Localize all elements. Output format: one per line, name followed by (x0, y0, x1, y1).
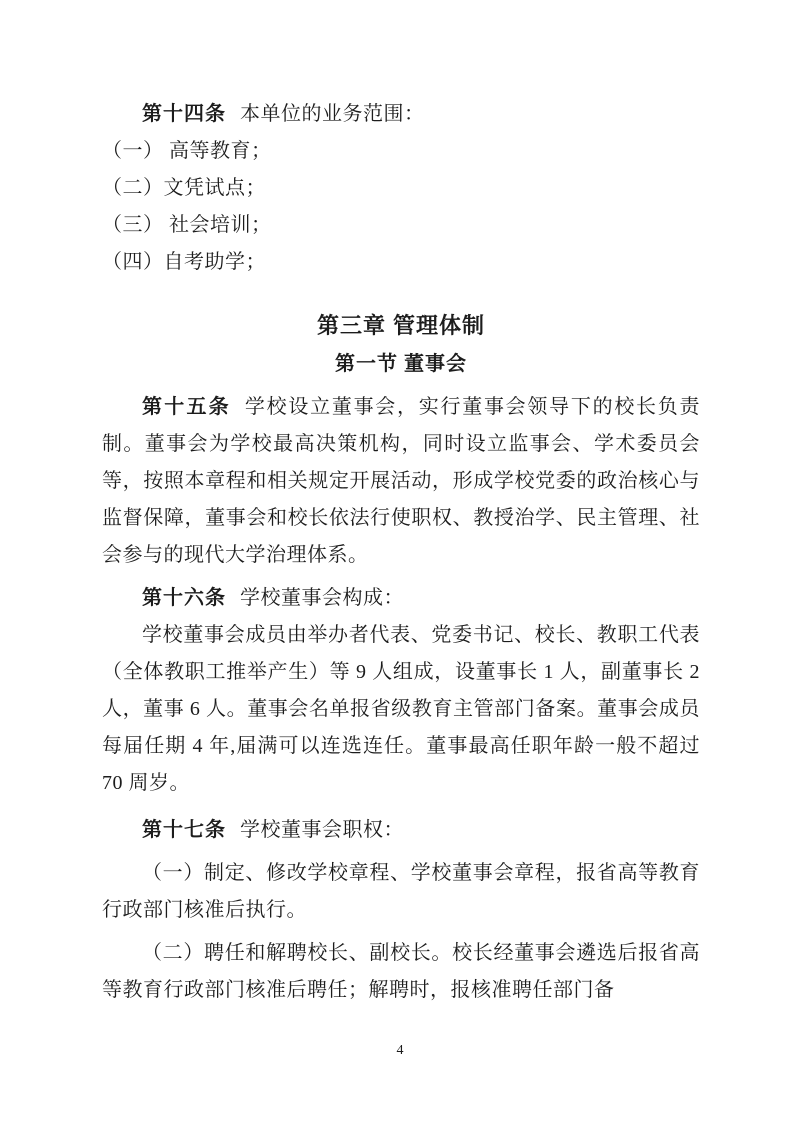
article-14-text: 本单位的业务范围： (240, 103, 425, 125)
article-17-number: 第十七条 (142, 819, 226, 841)
business-scope-item-2: （二）文凭试点； (102, 177, 266, 199)
article-14-paragraph (102, 96, 700, 133)
page-number: 4 (396, 1043, 404, 1058)
article-15-paragraph (102, 389, 700, 574)
business-scope-item-4: （四）自考助学； (102, 251, 266, 273)
article-14-number: 第十四条 (142, 103, 226, 125)
article-17-text: 学校董事会职权： (240, 819, 404, 841)
chapter-heading: 第三章 管理体制 (316, 313, 486, 338)
article-16-paragraph (102, 580, 700, 617)
section-heading: 第一节 董事会 (335, 353, 467, 375)
article-15-number: 第十五条 (142, 396, 231, 418)
article-17-item-2: （二）聘任和解聘校长、副校长。校长经董事会遴选后报省高等教育行政部门核准后聘任；解聘时，报核准聘任部门备 (102, 942, 700, 1001)
article-16-text: 学校董事会构成： (240, 587, 404, 609)
article-17-item-1: （一）制定、修改学校章程、学校董事会章程，报省高等教育行政部门核准后执行。 (102, 862, 700, 921)
article-15-text: 学校设立董事会，实行董事会领导下的校长负责制。董事会为学校最高决策机构，同时设立监事会、学术委员会等，按照本章程和相关规定开展活动，形成学校党委的政治核心与监督保障，董事会和校长依法行使职权、教授治学、民主管理、社会参与的现代大学治理体系。 (102, 396, 701, 566)
article-17-paragraph (102, 812, 700, 849)
business-scope-item-1: （一） 高等教育； (102, 140, 272, 162)
article-16-body-paragraph: 学校董事会成员由举办者代表、党委书记、校长、教职工代表（全体教职工推举产生）等 9 人组成，设董事长 1 人，副董事长 2 人，董事 6 人。董事会名单报省级教育主管部门备案。董事会成员每届任期 4 年,届满可以连选连任。董事最高任职年龄一般不超过 70 周岁。 (102, 624, 700, 794)
business-scope-item-3: （三） 社会培训； (102, 214, 272, 236)
article-16-number: 第十六条 (142, 587, 226, 609)
